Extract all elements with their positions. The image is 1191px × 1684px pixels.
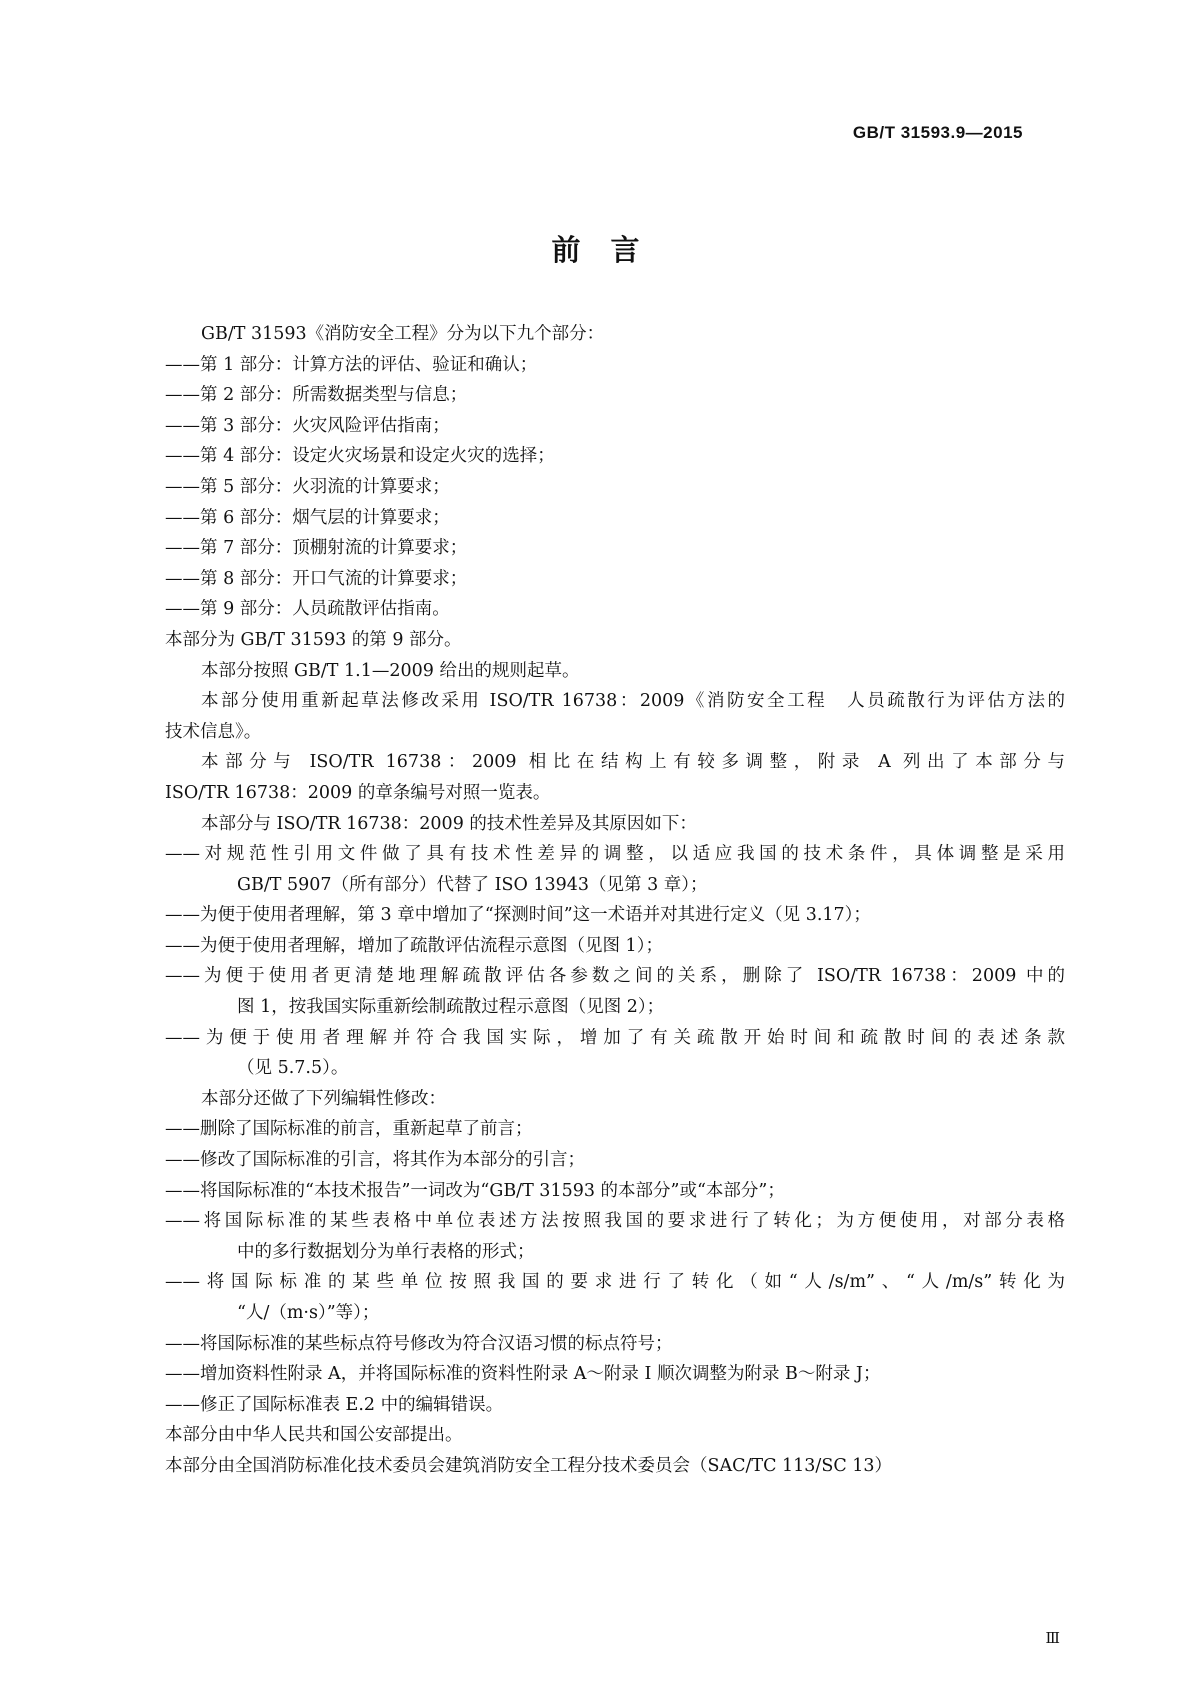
tech-list-item-cont: 图 1，按我国实际重新绘制疏散过程示意图（见图 2）； (237, 997, 665, 1018)
part-list-item: ——第 1 部分：计算方法的评估、验证和确认； (165, 354, 538, 375)
edit-list-item: ——修改了国际标准的引言，将其作为本部分的引言； (165, 1150, 585, 1171)
paragraph-managed: 本部分由全国消防标准化技术委员会建筑消防安全工程分技术委员会（SAC/TC 113/SC 13） (165, 1455, 893, 1476)
paragraph-adopt-cont: 技术信息》。 (165, 721, 262, 742)
paragraph-editorial: 本部分还做了下列编辑性修改： (201, 1088, 446, 1109)
part-list-item: ——第 7 部分：顶棚射流的计算要求； (165, 538, 468, 559)
part-list-item: ——第 2 部分：所需数据类型与信息； (165, 385, 468, 406)
paragraph-part9: 本部分为 GB/T 31593 的第 9 部分。 (165, 629, 462, 650)
edit-list-item: ——将国际标准的某些表格中单位表述方法按照我国的要求进行了转化；为方便使用，对部分表格 (165, 1211, 1065, 1232)
paragraph-rules: 本部分按照 GB/T 1.1—2009 给出的规则起草。 (201, 660, 580, 681)
tech-list-item: ——为便于使用者理解并符合我国实际，增加了有关疏散开始时间和疏散时间的表述条款 (165, 1027, 1065, 1048)
paragraph-structure: 本部分与 ISO/TR 16738：2009 相比在结构上有较多调整，附录 A 列出了本部分与 (201, 752, 1065, 773)
part-list-item: ——第 6 部分：烟气层的计算要求； (165, 507, 450, 528)
standard-code: GB/T 31593.9—2015 (852, 123, 1023, 142)
edit-list-item: ——修正了国际标准表 E.2 中的编辑错误。 (165, 1394, 504, 1415)
tech-list-item-cont: （见 5.7.5）。 (237, 1058, 349, 1079)
tech-list-item-cont: GB/T 5907（所有部分）代替了 ISO 13943（见第 3 章）； (237, 874, 708, 895)
paragraph-adopt: 本部分使用重新起草法修改采用 ISO/TR 16738：2009《消防安全工程 人员疏散行为评估方法的 (201, 691, 1065, 712)
part-list-item: ——第 5 部分：火羽流的计算要求； (165, 476, 450, 497)
part-list-item: ——第 9 部分：人员疏散评估指南。 (165, 599, 450, 620)
tech-list-item: ——为便于使用者理解，增加了疏散评估流程示意图（见图 1）； (165, 935, 663, 956)
part-list-item: ——第 8 部分：开口气流的计算要求； (165, 568, 468, 589)
part-list-item: ——第 3 部分：火灾风险评估指南； (165, 415, 450, 436)
edit-list-item-cont: “人/（m·s）”等）； (237, 1303, 380, 1323)
page-title: 前言 (551, 233, 670, 267)
paragraph-proposed: 本部分由中华人民共和国公安部提出。 (165, 1425, 463, 1446)
tech-list-item: ——对规范性引用文件做了具有技术性差异的调整，以适应我国的技术条件，具体调整是采用 (165, 844, 1065, 865)
edit-list-item: ——增加资料性附录 A，并将国际标准的资料性附录 A～附录 I 顺次调整为附录 B～附录 J； (165, 1364, 881, 1385)
edit-list-item: ——将国际标准的某些标点符号修改为符合汉语习惯的标点符号； (165, 1333, 673, 1354)
paragraph-technical: 本部分与 ISO/TR 16738：2009 的技术性差异及其原因如下： (201, 813, 697, 834)
part-list-item: ——第 4 部分：设定火灾场景和设定火灾的选择； (165, 446, 555, 467)
edit-list-item-cont: 中的多行数据划分为单行表格的形式； (237, 1241, 535, 1262)
intro-paragraph: GB/T 31593《消防安全工程》分为以下九个部分： (201, 324, 605, 344)
edit-list-item: ——将国际标准的某些单位按照我国的要求进行了转化（如“人/s/m”、“人/m/s”转化为 (165, 1272, 1065, 1293)
edit-list-item: ——将国际标准的“本技术报告”一词改为“GB/T 31593 的本部分”或“本部分”； (165, 1180, 785, 1201)
paragraph-structure-cont: ISO/TR 16738：2009 的章条编号对照一览表。 (165, 782, 551, 803)
page-number: Ⅲ (1045, 1629, 1060, 1647)
edit-list-item: ——删除了国际标准的前言，重新起草了前言； (165, 1119, 533, 1140)
document-body (165, 319, 1065, 1482)
tech-list-item: ——为便于使用者理解，第 3 章中增加了“探测时间”这一术语并对其进行定义（见 3.17）； (165, 905, 871, 926)
tech-list-item: ——为便于使用者更清楚地理解疏散评估各参数之间的关系，删除了 ISO/TR 16738：2009 中的 (165, 966, 1065, 987)
